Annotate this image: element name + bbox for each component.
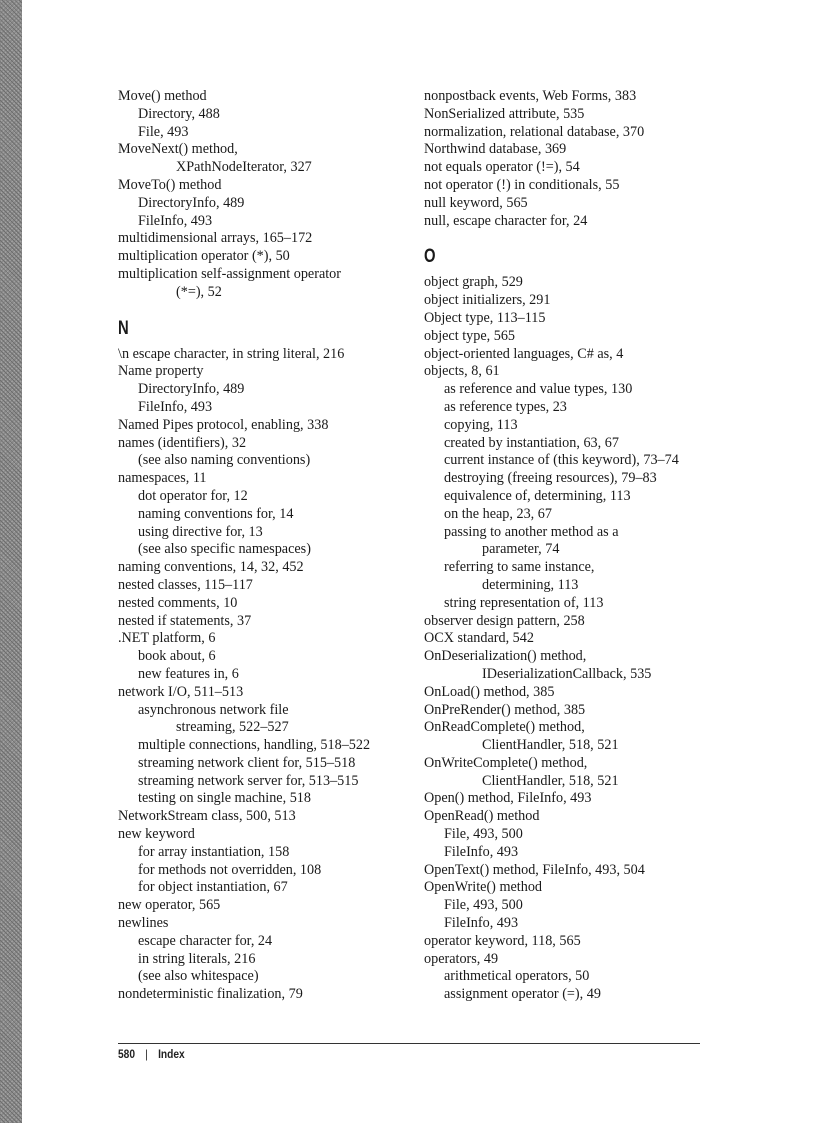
index-entry: OpenText() method, FileInfo, 493, 504 [424, 861, 645, 878]
index-entry: Object type, 113–115 [424, 309, 546, 326]
index-entry: not equals operator (!=), 54 [424, 159, 580, 176]
index-subentry: streaming, 522–527 [176, 719, 289, 736]
index-entry: operator keyword, 118, 565 [424, 932, 581, 949]
index-entry: OnDeserialization() method, [424, 648, 587, 665]
index-entry: nondeterministic finalization, 79 [118, 986, 303, 1003]
index-entry: Move() method [118, 88, 207, 104]
index-entry: names (identifiers), 32 [118, 434, 247, 451]
index-entry: Named Pipes protocol, enabling, 338 [118, 416, 329, 433]
index-entry: new keyword [118, 826, 195, 843]
index-entry: new operator, 565 [118, 897, 221, 914]
index-entry: OpenWrite() method [424, 879, 543, 896]
index-column-right [424, 88, 714, 1004]
index-subentry: for object instantiation, 67 [138, 879, 288, 896]
index-entry: object graph, 529 [424, 274, 523, 291]
page-number: 580 [118, 1047, 136, 1061]
footer-separator: | [145, 1047, 148, 1061]
index-entry: objects, 8, 61 [424, 363, 500, 380]
index-subentry: copying, 113 [444, 416, 518, 433]
index-subentry: Directory, 488 [138, 105, 220, 122]
index-entry: Northwind database, 369 [424, 141, 567, 158]
index-entry: nested if statements, 37 [118, 612, 252, 629]
index-entry: MoveNext() method, [118, 141, 238, 158]
index-entry: multidimensional arrays, 165–172 [118, 230, 313, 247]
index-subentry: (see also specific namespaces) [138, 541, 311, 558]
index-entry: OCX standard, 542 [424, 630, 534, 647]
index-subentry: using directive for, 13 [138, 523, 263, 540]
index-subentry: as reference and value types, 130 [444, 381, 633, 398]
index-entry: object-oriented languages, C# as, 4 [424, 345, 624, 362]
index-subentry: File, 493, 500 [444, 826, 523, 843]
index-subentry: for methods not overridden, 108 [138, 861, 322, 878]
index-entry: multiplication operator (*), 50 [118, 248, 290, 265]
index-subentry: streaming network server for, 513–515 [138, 772, 359, 789]
index-subentry: FileInfo, 493 [138, 398, 213, 415]
index-subentry: on the heap, 23, 67 [444, 505, 552, 522]
index-subentry: determining, 113 [482, 576, 579, 593]
index-subentry: DirectoryInfo, 489 [138, 194, 245, 211]
index-entry: nested comments, 10 [118, 594, 238, 611]
index-entry: nonpostback events, Web Forms, 383 [424, 88, 637, 104]
index-entry: MoveTo() method [118, 176, 222, 193]
index-entry: namespaces, 11 [118, 470, 207, 487]
index-subentry: IDeserializationCallback, 535 [482, 665, 652, 682]
index-subentry: for array instantiation, 158 [138, 843, 290, 860]
scan-binding-edge [0, 0, 22, 1123]
index-entry: NonSerialized attribute, 535 [424, 105, 585, 122]
section-letter-heading: O [424, 246, 436, 268]
index-subentry: parameter, 74 [482, 541, 560, 558]
index-entry: nested classes, 115–117 [118, 576, 253, 593]
index-subentry: in string literals, 216 [138, 950, 256, 967]
index-entry: Name property [118, 363, 204, 380]
index-subentry: created by instantiation, 63, 67 [444, 434, 619, 451]
index-subentry: (*=), 52 [176, 283, 222, 300]
index-subentry: passing to another method as a [444, 523, 619, 540]
section-name: Index [158, 1047, 185, 1061]
index-subentry: streaming network client for, 515–518 [138, 754, 356, 771]
index-entry: multiplication self-assignment operator [118, 265, 342, 282]
index-entry: object type, 565 [424, 327, 516, 344]
index-subentry: ClientHandler, 518, 521 [482, 737, 619, 754]
index-entry: observer design pattern, 258 [424, 612, 585, 629]
index-subentry: ClientHandler, 518, 521 [482, 772, 619, 789]
index-column-left [118, 88, 408, 1004]
index-entry: OnPreRender() method, 385 [424, 701, 586, 718]
footer-rule [118, 1043, 700, 1044]
index-subentry: File, 493, 500 [444, 897, 523, 914]
index-subentry: (see also naming conventions) [138, 452, 311, 469]
index-subentry: DirectoryInfo, 489 [138, 381, 245, 398]
index-subentry: multiple connections, handling, 518–522 [138, 737, 371, 754]
index-subentry: new features in, 6 [138, 665, 239, 682]
index-subentry: File, 493 [138, 123, 189, 140]
index-entry: naming conventions, 14, 32, 452 [118, 559, 304, 576]
index-entry: Open() method, FileInfo, 493 [424, 790, 592, 807]
index-entry: network I/O, 511–513 [118, 683, 244, 700]
index-entry: newlines [118, 915, 169, 932]
index-entry: null, escape character for, 24 [424, 212, 588, 229]
index-entry: object initializers, 291 [424, 292, 551, 309]
index-subentry: destroying (freeing resources), 79–83 [444, 470, 657, 487]
section-letter-heading: N [118, 317, 129, 339]
index-subentry: equivalence of, determining, 113 [444, 487, 631, 504]
index-entry: normalization, relational database, 370 [424, 123, 645, 140]
index-entry: .NET platform, 6 [118, 630, 216, 647]
index-entry: not operator (!) in conditionals, 55 [424, 176, 620, 193]
index-entry: OnReadComplete() method, [424, 719, 585, 736]
index-entry: NetworkStream class, 500, 513 [118, 808, 296, 825]
index-subentry: escape character for, 24 [138, 932, 273, 949]
index-subentry: assignment operator (=), 49 [444, 986, 601, 1003]
index-subentry: XPathNodeIterator, 327 [176, 159, 312, 176]
index-subentry: string representation of, 113 [444, 594, 604, 611]
index-subentry: naming conventions for, 14 [138, 505, 294, 522]
index-entry: OnLoad() method, 385 [424, 683, 555, 700]
index-entry: OpenRead() method [424, 808, 540, 825]
index-entry: null keyword, 565 [424, 194, 528, 211]
index-entry: operators, 49 [424, 950, 499, 967]
index-subentry: FileInfo, 493 [138, 212, 213, 229]
index-entry: \n escape character, in string literal, 216 [118, 345, 345, 362]
index-subentry: current instance of (this keyword), 73–74 [444, 452, 679, 469]
index-subentry: FileInfo, 493 [444, 915, 519, 932]
index-subentry: book about, 6 [138, 648, 216, 665]
index-subentry: dot operator for, 12 [138, 487, 248, 504]
page-footer [118, 1047, 185, 1061]
index-entry: OnWriteComplete() method, [424, 754, 588, 771]
index-subentry: (see also whitespace) [138, 968, 259, 985]
index-subentry: testing on single machine, 518 [138, 790, 311, 807]
index-subentry: arithmetical operators, 50 [444, 968, 590, 985]
index-subentry: asynchronous network file [138, 701, 289, 718]
index-subentry: referring to same instance, [444, 559, 595, 576]
index-subentry: as reference types, 23 [444, 398, 567, 415]
index-subentry: FileInfo, 493 [444, 843, 519, 860]
